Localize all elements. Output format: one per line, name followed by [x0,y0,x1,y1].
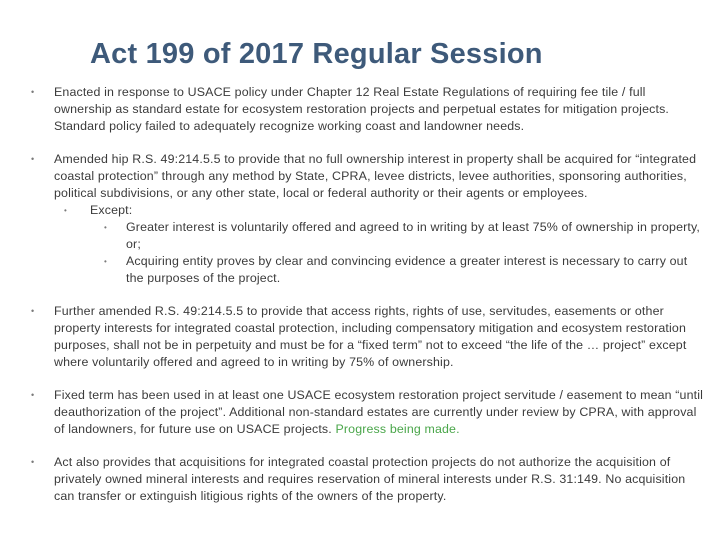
bullet-item [0,454,720,505]
bullet-item [0,387,720,438]
bullet-icon: • [31,390,35,400]
bullet-text: Amended hip R.S. 49:214.5.5 to provide that no full ownership interest in property shall be acquired for “integrated coastal protection” through any method by State, CPRA, levee districts, levee authorities, sponsoring authorities, political subdivisions, or any other state, local or federal authority or their agents or employees. [54,152,697,200]
bullet-icon: • [31,457,35,467]
bullet-text: Act also provides that acquisitions for integrated coastal protection projects do not authorize the acquisition of privately owned mineral interests and requires reservation of mineral interests under R.S. 31:149. No acquisition can transfer or extinguish litigious rights of the owners of the property. [54,455,686,503]
sub-sub-bullet-text: Acquiring entity proves by clear and convincing evidence a greater interest is necessary to carry out the purposes of the project. [126,254,688,285]
sub-sub-bullet-icon: • [104,257,107,266]
slide-body [0,84,720,505]
sub-sub-bullet-item [54,253,706,287]
sub-bullet-icon: • [64,206,67,215]
sub-sub-bullet-icon: • [104,223,107,232]
bullet-icon: • [31,87,35,97]
bullet-text: Further amended R.S. 49:214.5.5 to provide that access rights, rights of use, servitudes, easements or other property interests for integrated coastal protection, including compensatory mitigation and ecosystem restoration purposes, shall not be in perpetuity and must be for a “fixed term” not to exceed “the life of the … project” except where voluntarily offered and agreed to in writing by 75% of ownership. [54,304,687,369]
slide-title: Act 199 of 2017 Regular Session [90,38,543,70]
bullet-item [0,84,720,135]
bullet-item [0,303,720,371]
sub-bullet-item [54,202,706,219]
bullet-icon: • [31,306,35,316]
bullet-text: Enacted in response to USACE policy under Chapter 12 Real Estate Regulations of requiring fee tile / full ownership as standard estate for ecosystem restoration projects and perpetual estates for mitigation projects. Standard policy failed to adequately recognize working coast and landowner needs. [54,85,670,133]
bullet-text: Fixed term has been used in at least one USACE ecosystem restoration project servitude / easement to mean “until deauthorization of the project”. Additional non-standard estates are currently under review by CPRA, with approval of landowners, for future use on USACE projects. [54,388,704,436]
bullet-icon: • [31,154,35,164]
progress-highlight: Progress being made. [335,422,460,436]
bullet-item [0,151,720,287]
sub-sub-bullet-item [54,219,706,253]
sub-bullet-text: Except: [90,203,133,217]
sub-sub-bullet-text: Greater interest is voluntarily offered and agreed to in writing by at least 75% of ownership in property, or; [126,220,701,251]
